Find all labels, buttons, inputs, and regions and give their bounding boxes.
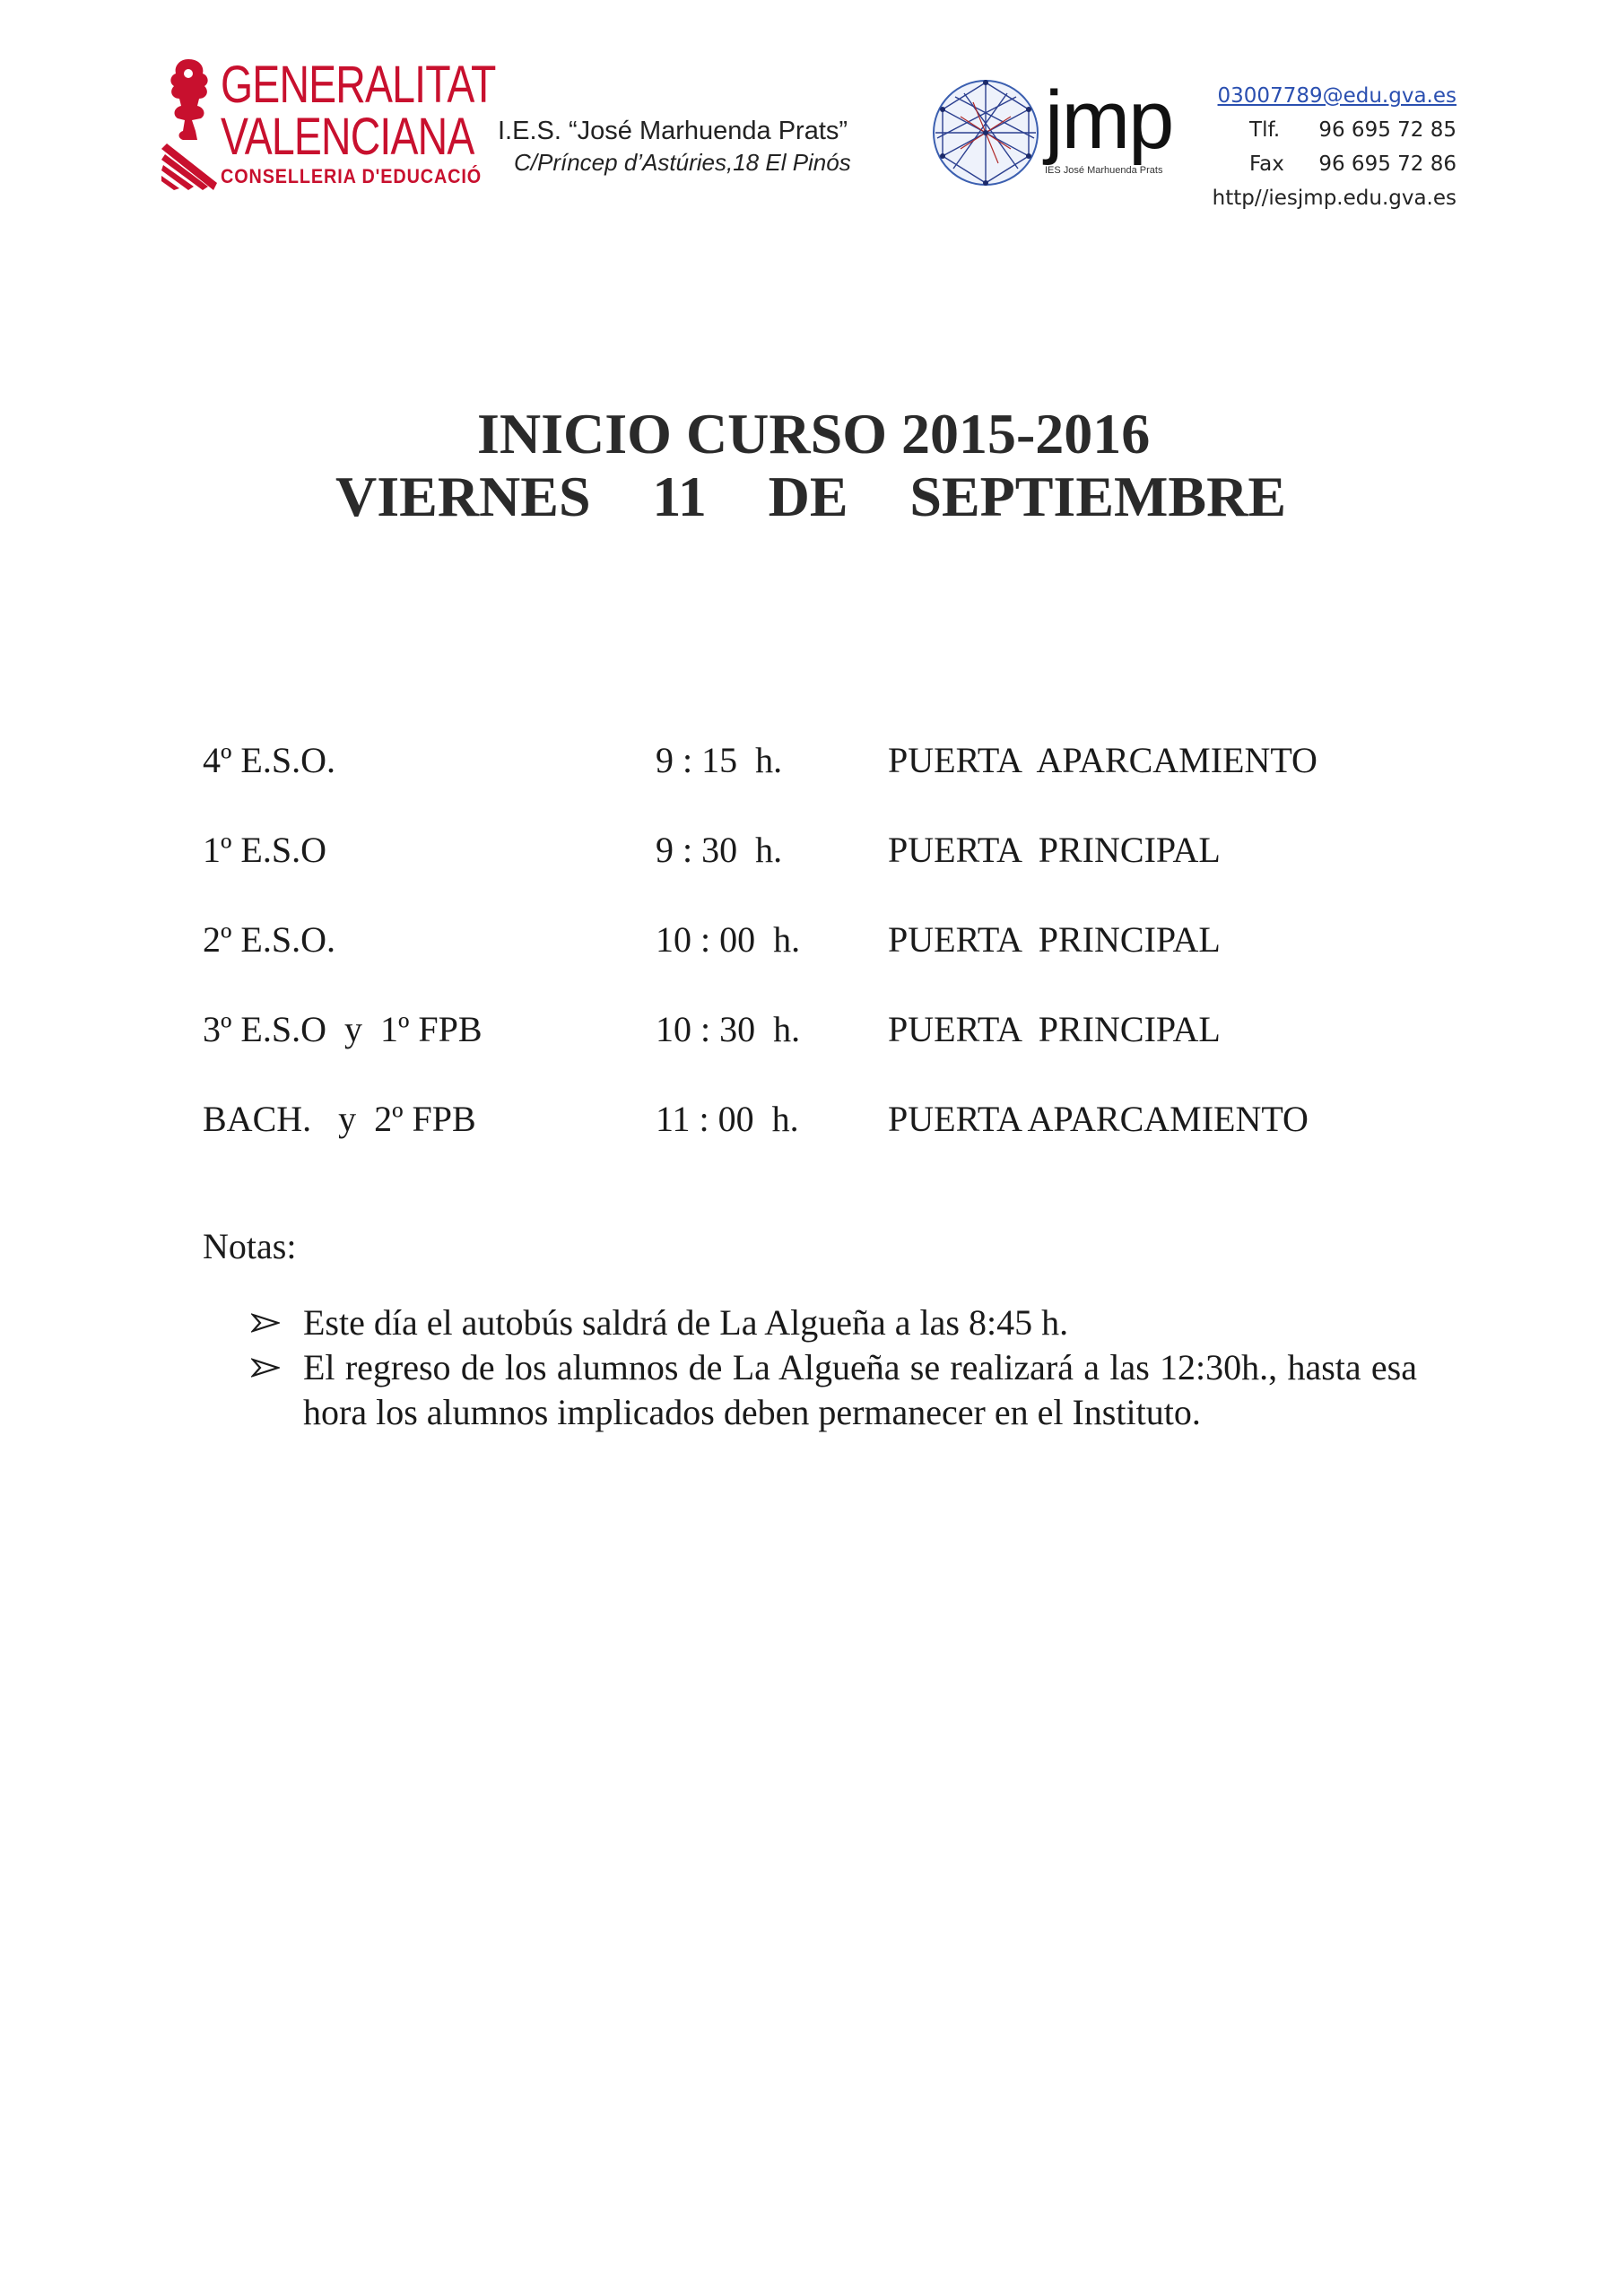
schedule-row xyxy=(203,823,1458,913)
contact-block xyxy=(1213,79,1457,215)
jmp-subtitle: IES José Marhuenda Prats xyxy=(1045,165,1163,176)
schedule-time: 9 : 30 h. xyxy=(656,830,783,870)
note-text: Este día el autobús saldrá de La Algueña a las 8:45 h. xyxy=(303,1302,1069,1343)
title-de: DE xyxy=(768,465,848,528)
title-line-course: INICIO CURSO 2015-2016 xyxy=(477,402,1151,465)
school-address: C/Príncep d’Astúries,18 El Pinós xyxy=(514,149,851,176)
generalitat-wordmark-line1: GENERALITAT xyxy=(221,56,496,114)
schedule-time: 10 : 30 h. xyxy=(656,1009,801,1049)
generalitat-wordmark-line2: VALENCIANA xyxy=(221,108,474,166)
notes-heading: Notas: xyxy=(203,1226,297,1266)
title-day: 11 xyxy=(652,465,707,528)
title-month: SEPTIEMBRE xyxy=(909,465,1286,528)
schedule-row xyxy=(203,1003,1458,1092)
notes-list xyxy=(251,1300,1417,1435)
note-item xyxy=(251,1300,1417,1345)
schedule-door: PUERTA PRINCIPAL xyxy=(888,1009,1221,1049)
schedule-row xyxy=(203,1092,1458,1182)
conselleria-wordmark: CONSELLERIA D'EDUCACIÓ xyxy=(221,165,483,187)
schedule-group: 4º E.S.O. xyxy=(203,740,335,780)
schedule-group: 3º E.S.O y 1º FPB xyxy=(203,1009,483,1049)
generalitat-logo xyxy=(161,56,496,190)
fax-number: 96 695 72 86 xyxy=(1318,152,1457,176)
schedule-door: PUERTA APARCAMIENTO xyxy=(888,1099,1309,1139)
letterhead xyxy=(0,0,1600,233)
jmp-logo xyxy=(928,74,1173,192)
school-info xyxy=(498,115,851,178)
phone-number: 96 695 72 85 xyxy=(1318,118,1457,142)
schedule-group: 1º E.S.O xyxy=(203,830,326,870)
schedule-time: 10 : 00 h. xyxy=(656,919,801,960)
website-link[interactable]: http//iesjmp.edu.gva.es xyxy=(1212,187,1457,210)
phone-label: Tlf. xyxy=(1249,118,1281,142)
generalitat-emblem-icon xyxy=(161,56,217,190)
schedule-time: 11 : 00 h. xyxy=(656,1099,799,1139)
arrow-bullet-icon xyxy=(251,1358,280,1378)
email-link[interactable]: 03007789@edu.gva.es xyxy=(1217,84,1457,108)
title-weekday: VIERNES xyxy=(335,465,591,528)
schedule-row xyxy=(203,913,1458,1003)
schedule-group: 2º E.S.O. xyxy=(203,919,335,960)
phone-line xyxy=(1213,113,1457,147)
schedule-table xyxy=(203,734,1458,1182)
schedule-time: 9 : 15 h. xyxy=(656,740,783,780)
schedule-door: PUERTA APARCAMIENTO xyxy=(888,740,1317,780)
arrow-bullet-icon xyxy=(251,1313,280,1333)
schedule-door: PUERTA PRINCIPAL xyxy=(888,830,1221,870)
schedule-group: BACH. y 2º FPB xyxy=(203,1099,476,1139)
jmp-wordmark: jmp xyxy=(1045,74,1173,166)
note-item xyxy=(251,1345,1417,1435)
jmp-network-sphere-icon xyxy=(928,75,1043,190)
school-name: I.E.S. “José Marhuenda Prats” xyxy=(498,117,848,145)
title-line-date xyxy=(335,465,1286,529)
fax-line xyxy=(1213,147,1457,181)
note-text: El regreso de los alumnos de La Algueña se realizará a las 12:30h., hasta esa hora los alumnos implicados deben permanecer en el Instituto. xyxy=(303,1347,1417,1432)
schedule-door: PUERTA PRINCIPAL xyxy=(888,919,1221,960)
schedule-row xyxy=(203,734,1458,823)
fax-label: Fax xyxy=(1249,152,1284,176)
